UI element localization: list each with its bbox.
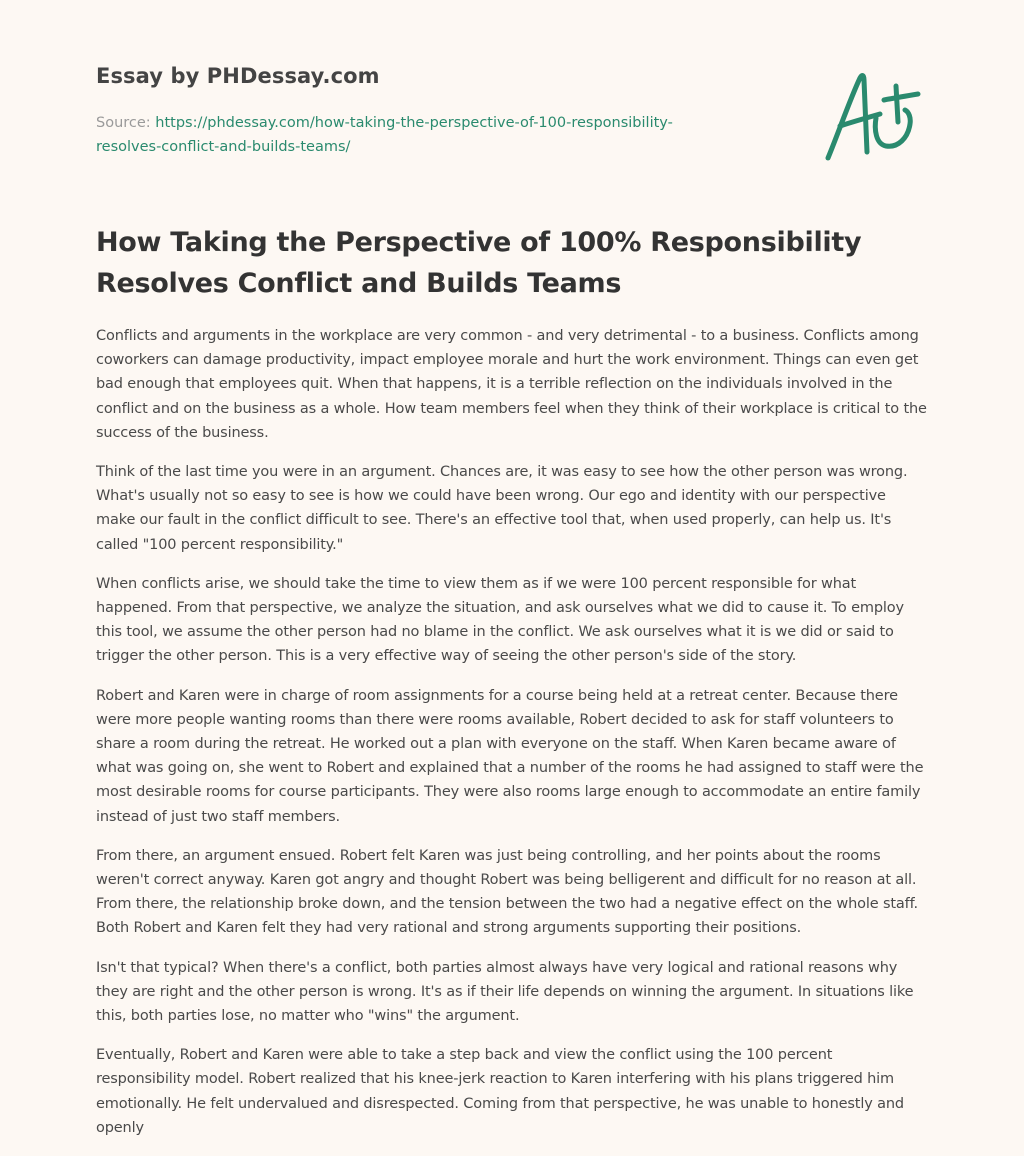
site-brand: Essay by PHDessay.com — [96, 64, 380, 88]
source-line — [96, 111, 736, 159]
source-link-line1: https://phdessay.com/how-taking-the-perspective-of-100-responsibility- — [155, 115, 673, 131]
source-label: Source: — [96, 115, 156, 131]
paragraph: Eventually, Robert and Karen were able to take a step back and view the conflict using the 100 percent responsibility model. Robert realized that his knee-jerk reaction to Karen interfering with his plans triggered him emotionally. He felt undervalued and disrespected. Coming from that perspective, he was unable to honestly and openly — [96, 1047, 904, 1136]
source-link-line2: resolves-conflict-and-builds-teams/ — [96, 139, 351, 155]
essay-title: How Taking the Perspective of 100% Responsibility Resolves Conflict and Builds Teams — [96, 227, 862, 299]
paragraph: Think of the last time you were in an argument. Chances are, it was easy to see how the other person was wrong. What's usually not so easy to see is how we could have been wrong. Our ego and identity with our perspective make our fault in the conflict difficult to see. There's an effective tool that, when used properly, can help us. It's called "100 percent responsibility." — [96, 464, 908, 553]
paragraph: Robert and Karen were in charge of room assignments for a course being held at a retreat center. Because there were more people wanting rooms than there were rooms available, Robert decided to ask for staff volunteers to share a room during the retreat. He worked out a plan with everyone on the staff. When Karen became aware of what was going on, she went to Robert and explained that a number of the rooms he had assigned to staff were the most desirable rooms for course participants. They were also rooms large enough to accommodate an entire family instead of just two staff members. — [96, 687, 924, 825]
a-plus-logo-icon — [818, 64, 928, 164]
paragraph: Conflicts and arguments in the workplace are very common - and very detrimental - to a business. Conflicts among coworkers can damage productivity, impact employee morale and hurt the work environment. Things can even get bad enough that employees quit. When that happens, it is a terrible reflection on the individuals involved in the conflict and on the business as a whole. How team members feel when they think of their workplace is critical to the success of the business. — [96, 328, 927, 441]
essay-body — [96, 324, 928, 1155]
source-link[interactable] — [96, 115, 673, 155]
paragraph: Isn't that typical? When there's a conflict, both parties almost always have very logical and rational reasons why they are right and the other person is wrong. It's as if their life depends on winning the argument. In situations like this, both parties lose, no matter who "wins" the argument. — [96, 959, 914, 1025]
paragraph: When conflicts arise, we should take the time to view them as if we were 100 percent responsible for what happened. From that perspective, we analyze the situation, and ask ourselves what we did to cause it. To employ this tool, we assume the other person had no blame in the conflict. We ask ourselves what it is we did or said to trigger the other person. This is a very effective way of seeing the other person's side of the story. — [96, 575, 904, 665]
paragraph: From there, an argument ensued. Robert felt Karen was just being controlling, and her points about the rooms weren't correct anyway. Karen got angry and thought Robert was being belligerent and difficult for no reason at all. From there, the relationship broke down, and the tension between the two had a negative effect on the whole staff. Both Robert and Karen felt they had very rational and strong arguments supporting their positions. — [96, 847, 918, 937]
